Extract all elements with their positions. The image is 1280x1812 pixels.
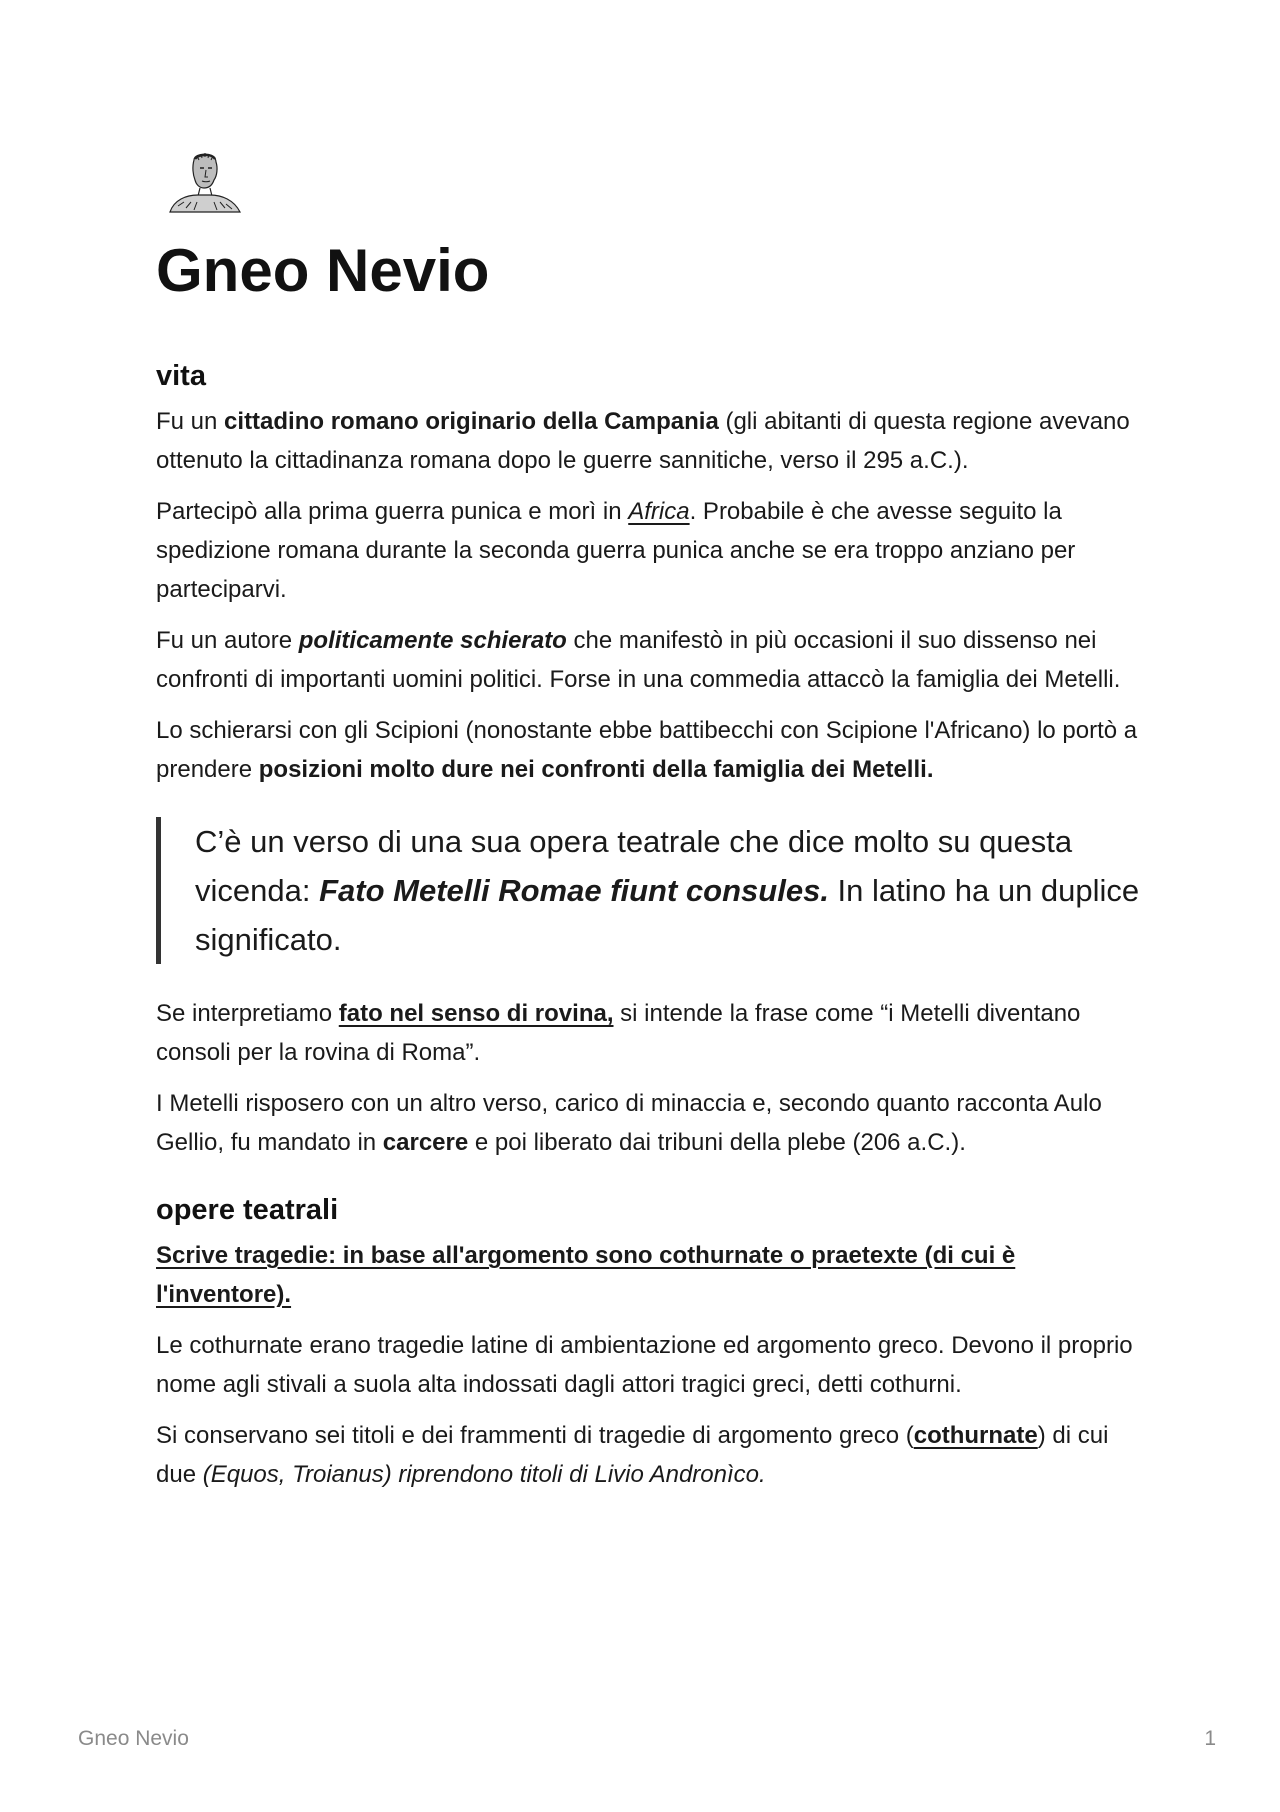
bold-italic-text: politicamente schierato	[298, 627, 567, 654]
footer-title: Gneo Nevio	[78, 1727, 189, 1750]
paragraph-cothurnate: Le cothurnate erano tragedie latine di ambientazione ed argomento greco. Devono il proprio nome agli stivali a suola alta indossati dagli attori tragici greci, detti cothurni.	[156, 1332, 1133, 1398]
bold-text: posizioni molto dure nei confronti della famiglia dei Metelli.	[258, 756, 934, 783]
paragraph-scipioni	[156, 711, 1141, 789]
text-run: Si conservano sei titoli e dei frammenti di tragedie di argomento greco (	[156, 1422, 914, 1449]
paragraph-titoli	[156, 1416, 1141, 1494]
paragraph-punic-war	[156, 492, 1141, 609]
paragraph-carcere	[156, 1084, 1141, 1162]
paragraph-fato	[156, 994, 1141, 1072]
bold-underlined-text: cothurnate	[913, 1422, 1038, 1449]
section-heading-vita: vita	[156, 360, 206, 392]
roman-bust-icon	[164, 150, 244, 214]
text-run: Fu un	[156, 408, 225, 435]
text-run: che manifestò in più occasioni il suo dissenso nei confronti di importanti uomini politici. Forse in una commedia attaccò la famiglia dei Metelli.	[156, 627, 1121, 693]
paragraph-origin	[156, 402, 1141, 480]
text-run: (gli abitanti di questa regione avevano ottenuto la cittadinanza romana dopo le guerre sannitiche, verso il 295 a.C.).	[156, 408, 1130, 474]
text-run: e poi liberato dai tribuni della plebe (206 a.C.).	[468, 1129, 966, 1156]
text-run: Se interpretiamo	[156, 1000, 339, 1027]
latin-verse: Fato Metelli Romae fiunt consules.	[319, 873, 829, 908]
page-number: 1	[1204, 1727, 1216, 1750]
text-run: . Probabile è che avesse seguito la spedizione romana durante la seconda guerra punica anche se era troppo anziano per parteciparvi.	[156, 498, 1076, 603]
text-run: I Metelli risposero con un altro verso, carico di minaccia e, secondo quanto racconta Aulo Gellio, fu mandato in	[156, 1090, 1102, 1156]
bold-underlined-text: Scrive tragedie: in base all'argomento sono cothurnate o praetexte (di cui è l'inventore).	[156, 1242, 1016, 1308]
link-africa[interactable]: Africa	[628, 498, 690, 525]
paragraph-tragedie	[156, 1236, 1141, 1314]
section-heading-opere: opere teatrali	[156, 1194, 339, 1226]
text-run: Fu un autore	[156, 627, 299, 654]
document-title: Gneo Nevio	[156, 237, 490, 304]
bold-underlined-text: fato nel senso di rovina,	[338, 1000, 614, 1027]
text-run: si intende la frase come “i Metelli diventano consoli per la rovina di Roma”.	[156, 1000, 1081, 1066]
text-run: Partecipò alla prima guerra punica e morì in	[156, 498, 629, 525]
page-content	[156, 150, 1141, 1494]
quote-block	[156, 817, 1141, 964]
bold-text: cittadino romano originario della Campania	[224, 408, 719, 435]
text-run: Lo schierarsi con gli Scipioni (nonostante ebbe battibecchi con Scipione l'Africano) lo portò a prendere	[156, 717, 1138, 783]
text-run: In latino ha un duplice significato.	[195, 873, 1140, 957]
text-run: ) di cui due	[156, 1422, 1109, 1488]
text-run: C’è un verso di una sua opera teatrale che dice molto su questa vicenda:	[195, 824, 1073, 908]
bold-text: carcere	[382, 1129, 469, 1156]
paragraph-political	[156, 621, 1141, 699]
italic-text: (Equos, Troianus) riprendono titoli di Livio Andronìco.	[202, 1461, 766, 1488]
